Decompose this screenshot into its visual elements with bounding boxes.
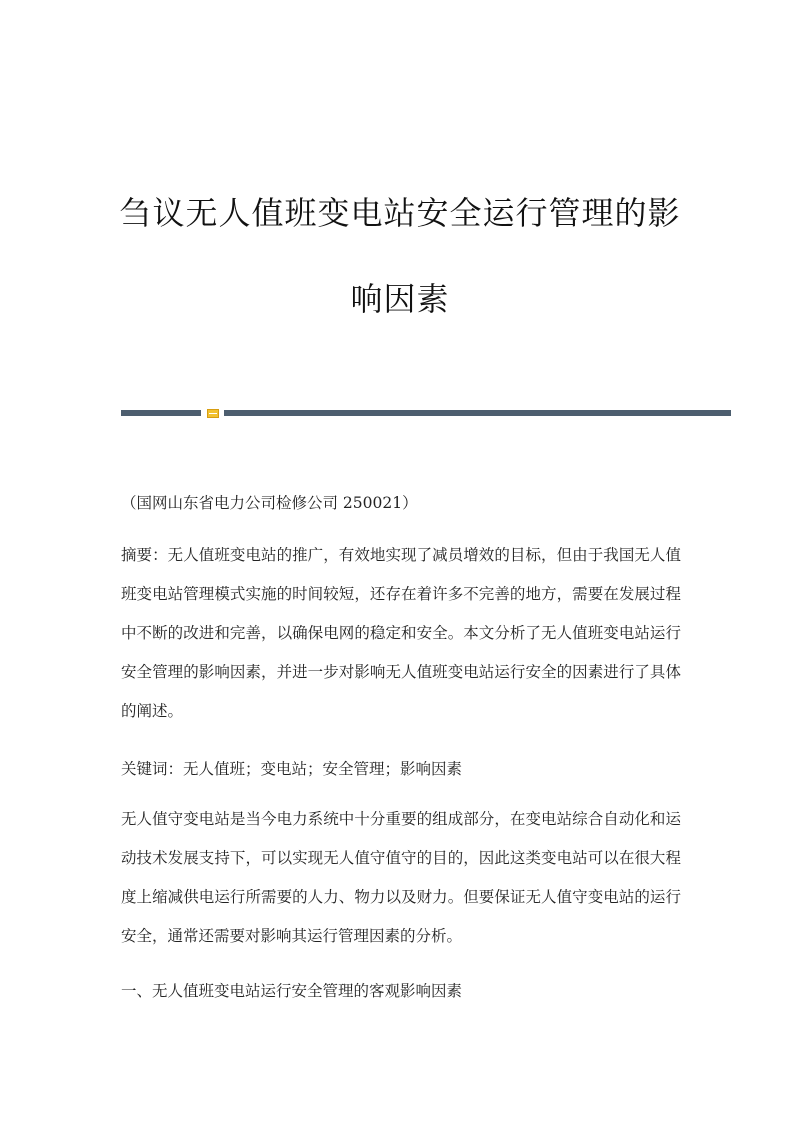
document-title-line-1: 刍议无人值班变电站安全运行管理的影 (119, 194, 681, 232)
affiliation-text: （国网山东省电力公司检修公司 250021） (121, 494, 418, 512)
author-affiliation (121, 490, 681, 516)
divider-bar-right (224, 410, 731, 416)
intro-text: 无人值守变电站是当今电力系统中十分重要的组成部分，在变电站综合自动化和运动技术发展支持下，可以实现无人值守值守的目的，因此这类变电站可以在很大程度上缩减供电运行所需要的人力、物力以及财力。但要保证无人值守变电站的运行安全，通常还需要对影响其运行管理因素的分析。 (121, 810, 681, 945)
divider-bar-left (121, 410, 201, 416)
document-title-line-2: 响因素 (350, 280, 450, 318)
abstract-paragraph (121, 536, 681, 731)
title-divider (121, 409, 731, 417)
abstract-text: 摘要：无人值班变电站的推广，有效地实现了减员增效的目标，但由于我国无人值班变电站管理模式实施的时间较短，还存在着许多不完善的地方，需要在发展过程中不断的改进和完善，以确保电网的稳定和安全。本文分析了无人值班变电站运行安全管理的影响因素，并进一步对影响无人值班变电站运行安全的因素进行了具体的阐述。 (121, 546, 681, 720)
intro-paragraph (121, 800, 681, 956)
keywords-line (121, 756, 681, 782)
section-heading (121, 978, 681, 1004)
section-1-heading-text: 一、无人值班变电站运行安全管理的客观影响因素 (121, 982, 463, 1000)
keywords-text: 关键词：无人值班；变电站；安全管理；影响因素 (121, 760, 463, 778)
divider-emblem-icon (207, 409, 219, 418)
